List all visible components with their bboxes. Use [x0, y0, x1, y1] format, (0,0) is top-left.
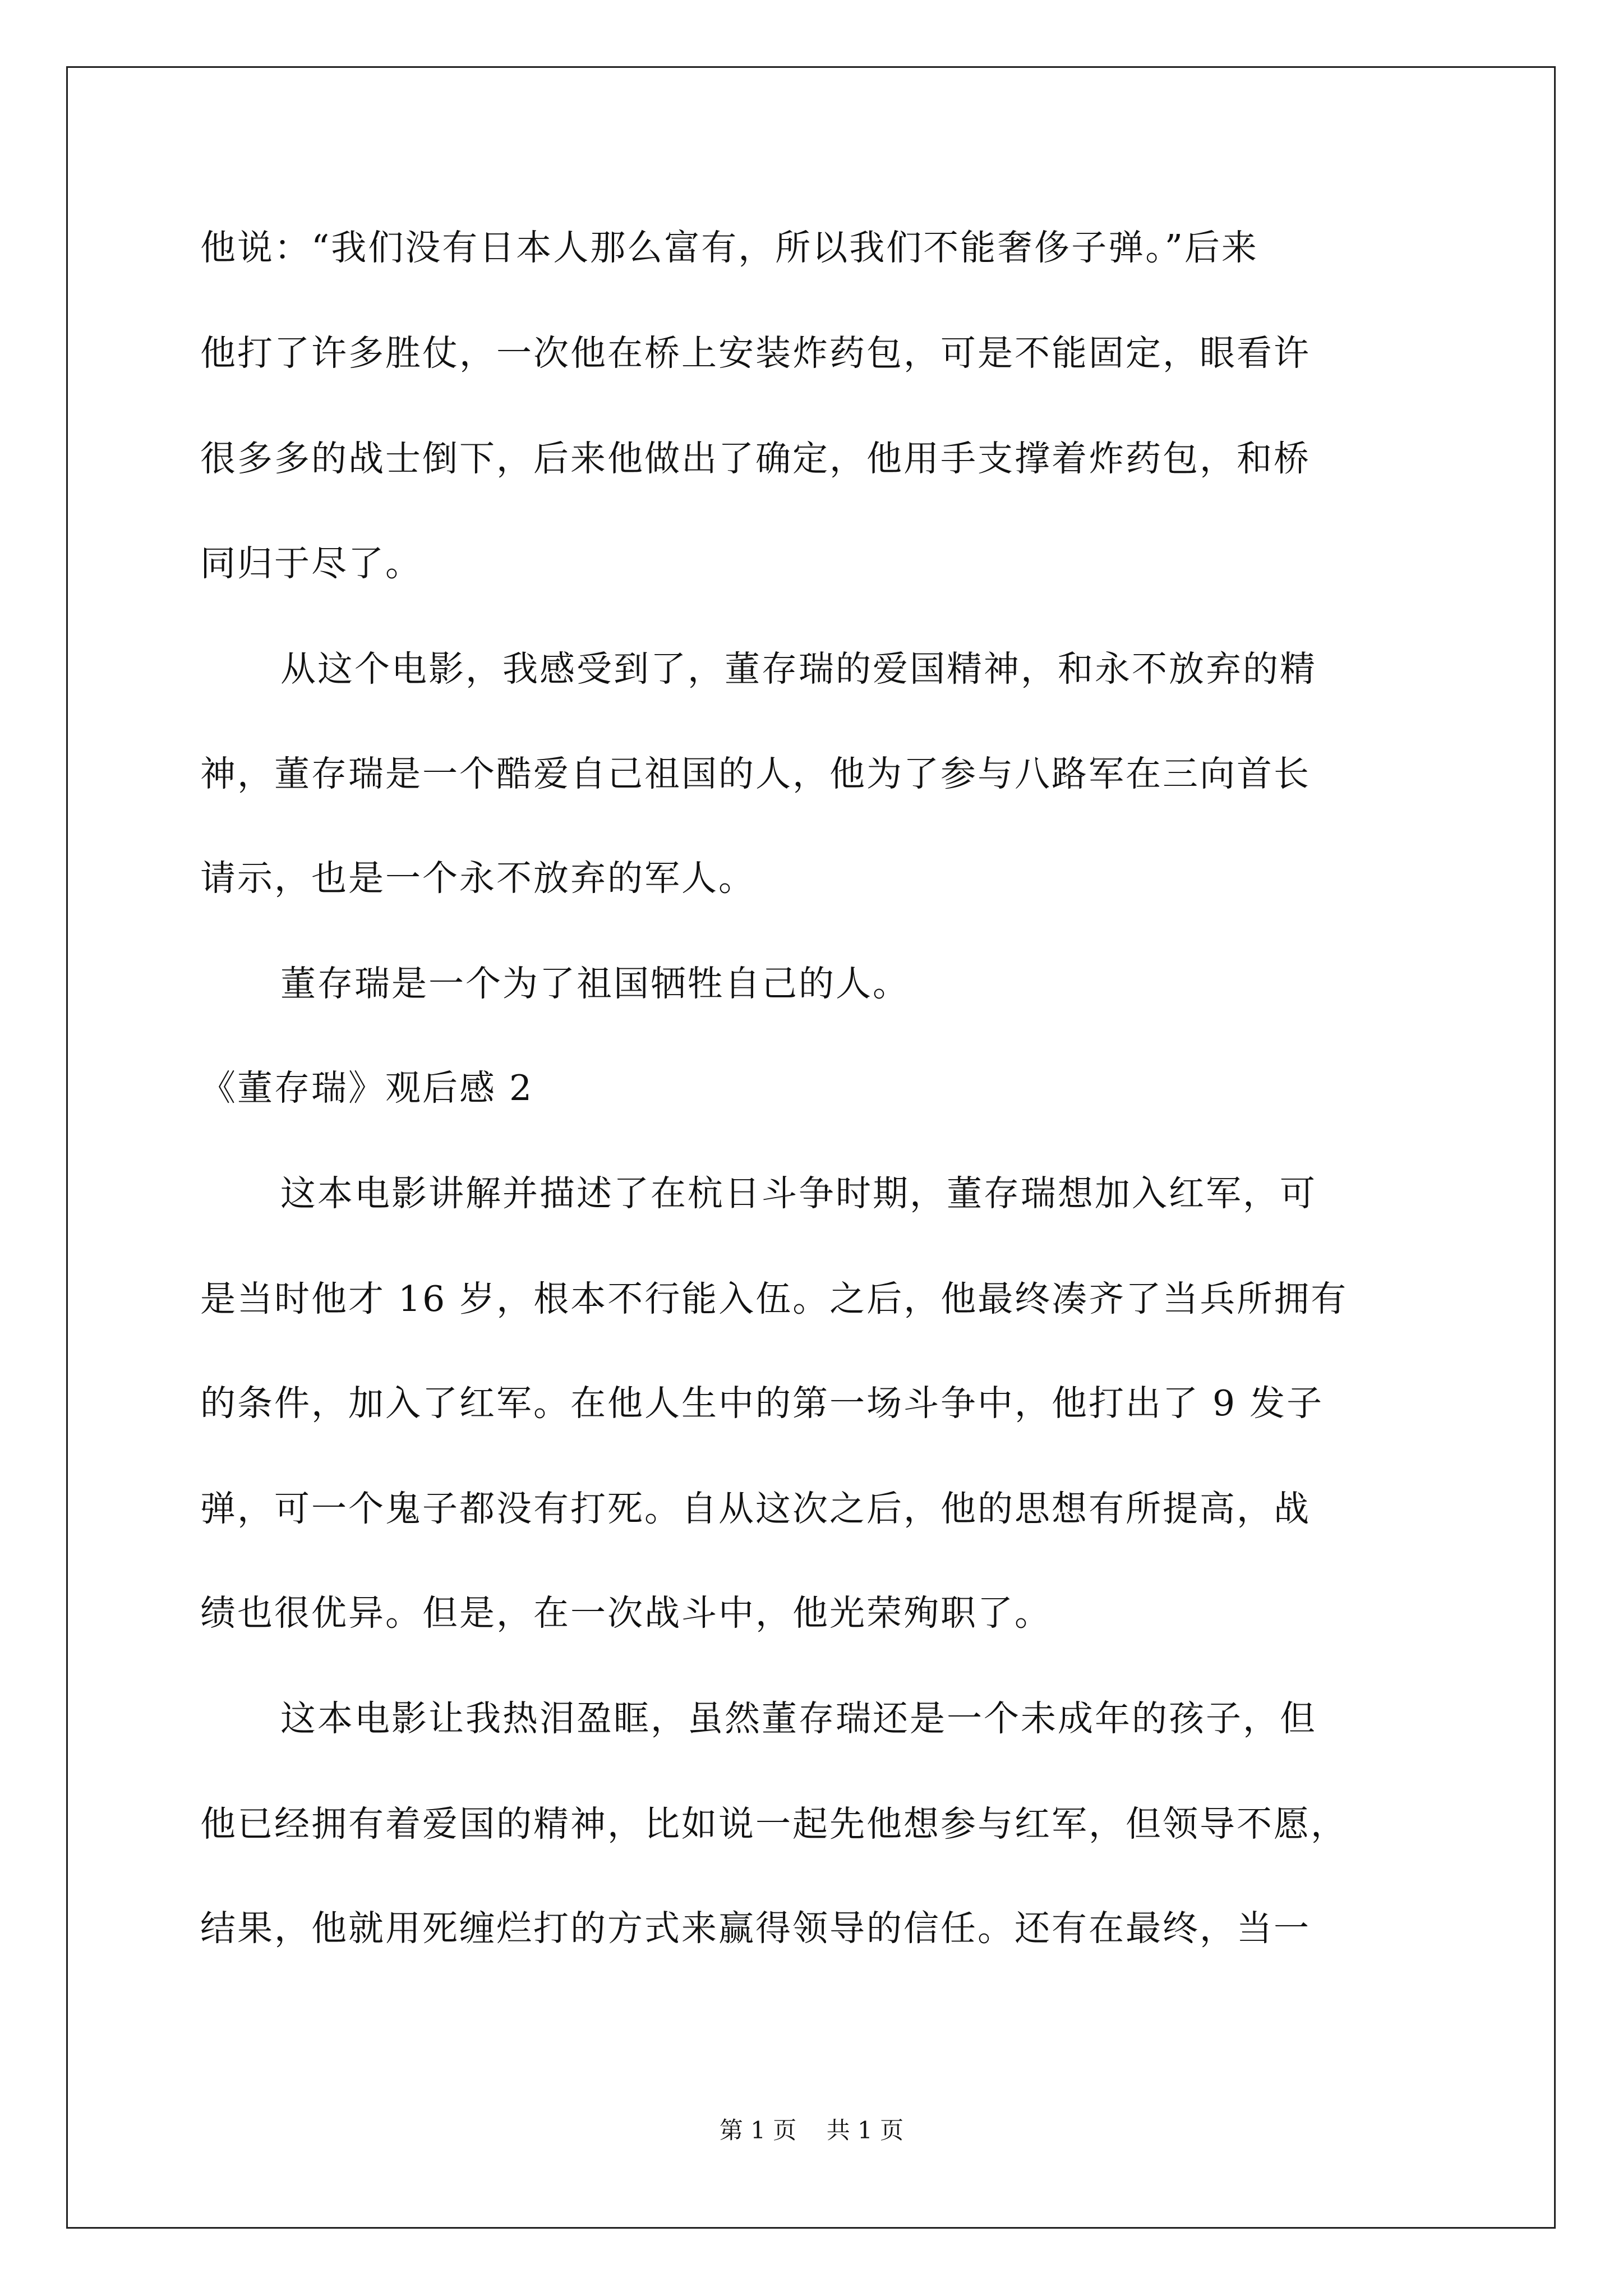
paragraph-first-line: 董存瑞是一个为了祖国牺牲自己的人。 — [280, 963, 910, 1004]
page-border — [66, 66, 1556, 2229]
paragraph-first-line: 这本电影讲解并描述了在杭日斗争时期，董存瑞想加入红军，可 — [280, 1173, 1317, 1214]
paragraph-first-line: 从这个电影，我感受到了，董存瑞的爱国精神，和永不放弃的精 — [280, 648, 1317, 689]
body-text-line: 他已经拥有着爱国的精神，比如说一起先他想参与红军，但领导不愿， — [200, 1803, 1348, 1844]
page-footer: 第 1 页 共 1 页 — [719, 2116, 904, 2144]
body-text-line: 很多多的战士倒下，后来他做出了确定，他用手支撑着炸药包，和桥 — [200, 438, 1311, 479]
section-heading: 《董存瑞》观后感 2 — [200, 1068, 534, 1108]
body-text-line: 是当时他才 16 岁，根本不行能入伍。之后，他最终凑齐了当兵所拥有 — [200, 1278, 1348, 1319]
body-text-line: 同归于尽了。 — [200, 543, 422, 584]
body-text-line: 他说：“我们没有日本人那么富有，所以我们不能奢侈子弹。”后来 — [200, 227, 1258, 268]
body-text-line: 他打了许多胜仗，一次他在桥上安装炸药包，可是不能固定，眼看许 — [200, 333, 1311, 374]
body-text-line: 的条件，加入了红军。在他人生中的第一场斗争中，他打出了 9 发子 — [200, 1383, 1324, 1424]
body-text-line: 神，董存瑞是一个酷爱自己祖国的人，他为了参与八路军在三向首长 — [200, 753, 1311, 794]
body-text-line: 弹，可一个鬼子都没有打死。自从这次之后，他的思想有所提高，战 — [200, 1488, 1311, 1529]
paragraph-first-line: 这本电影让我热泪盈眶，虽然董存瑞还是一个未成年的孩子，但 — [280, 1698, 1317, 1739]
body-text-line: 结果，他就用死缠烂打的方式来赢得领导的信任。还有在最终，当一 — [200, 1908, 1311, 1949]
body-text-line: 请示，也是一个永不放弃的军人。 — [200, 858, 755, 899]
body-text-line: 绩也很优异。但是，在一次战斗中，他光荣殉职了。 — [200, 1593, 1052, 1634]
